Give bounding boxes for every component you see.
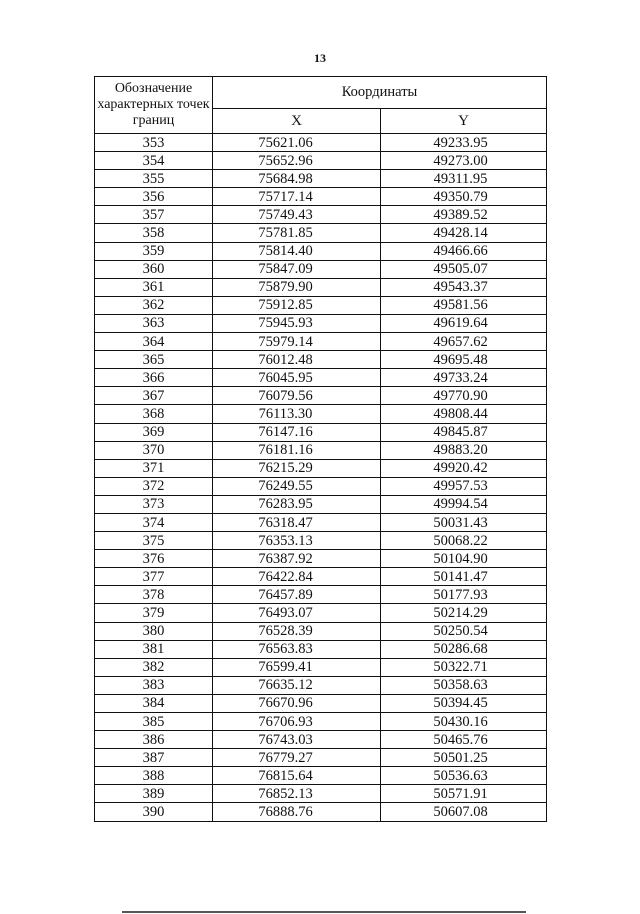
table-row (95, 242, 547, 260)
point-cell: 366 (95, 369, 213, 387)
x-cell: 76079.56 (213, 387, 381, 405)
table-row (95, 351, 547, 369)
x-cell: 75652.96 (213, 152, 381, 170)
x-cell: 76045.95 (213, 369, 381, 387)
point-cell: 368 (95, 405, 213, 423)
table-row (95, 586, 547, 604)
x-cell: 75879.90 (213, 278, 381, 296)
y-cell: 50250.54 (381, 622, 547, 640)
table-row (95, 622, 547, 640)
x-cell: 76422.84 (213, 568, 381, 586)
table-row (95, 658, 547, 676)
y-cell: 50104.90 (381, 550, 547, 568)
point-cell: 378 (95, 586, 213, 604)
point-cell: 370 (95, 441, 213, 459)
y-cell: 49273.00 (381, 152, 547, 170)
y-cell: 49311.95 (381, 170, 547, 188)
table-row (95, 803, 547, 821)
y-cell: 49994.54 (381, 495, 547, 513)
table-row (95, 405, 547, 423)
y-cell: 49543.37 (381, 278, 547, 296)
y-cell: 50322.71 (381, 658, 547, 676)
point-cell: 385 (95, 713, 213, 731)
x-cell: 76457.89 (213, 586, 381, 604)
y-cell: 50571.91 (381, 785, 547, 803)
y-cell: 50286.68 (381, 640, 547, 658)
x-cell: 76599.41 (213, 658, 381, 676)
point-column-header: Обозначение характерных точек границ (95, 77, 213, 134)
point-cell: 374 (95, 513, 213, 531)
point-cell: 376 (95, 550, 213, 568)
y-cell: 49808.44 (381, 405, 547, 423)
x-cell: 75814.40 (213, 242, 381, 260)
table-row (95, 314, 547, 332)
y-cell: 49695.48 (381, 351, 547, 369)
point-cell: 361 (95, 278, 213, 296)
table-row (95, 495, 547, 513)
point-cell: 384 (95, 694, 213, 712)
point-cell: 379 (95, 604, 213, 622)
table-row (95, 170, 547, 188)
y-cell: 49920.42 (381, 459, 547, 477)
y-cell: 50358.63 (381, 676, 547, 694)
y-cell: 49466.66 (381, 242, 547, 260)
y-cell: 49883.20 (381, 441, 547, 459)
table-row (95, 369, 547, 387)
y-cell: 50501.25 (381, 749, 547, 767)
y-cell: 50465.76 (381, 731, 547, 749)
x-cell: 76563.83 (213, 640, 381, 658)
x-cell: 76215.29 (213, 459, 381, 477)
point-cell: 357 (95, 206, 213, 224)
y-cell: 50394.45 (381, 694, 547, 712)
point-cell: 389 (95, 785, 213, 803)
point-cell: 359 (95, 242, 213, 260)
x-cell: 76283.95 (213, 495, 381, 513)
coordinates-table (94, 76, 547, 822)
point-cell: 372 (95, 477, 213, 495)
table-row (95, 513, 547, 531)
x-cell: 76387.92 (213, 550, 381, 568)
point-cell: 383 (95, 676, 213, 694)
x-cell: 76249.55 (213, 477, 381, 495)
scan-edge-line (122, 911, 526, 913)
table-row (95, 640, 547, 658)
y-cell: 49957.53 (381, 477, 547, 495)
y-cell: 50214.29 (381, 604, 547, 622)
x-cell: 75979.14 (213, 333, 381, 351)
point-cell: 373 (95, 495, 213, 513)
y-cell: 49733.24 (381, 369, 547, 387)
table-row (95, 260, 547, 278)
y-cell: 50536.63 (381, 767, 547, 785)
table-row (95, 694, 547, 712)
point-cell: 381 (95, 640, 213, 658)
table-row (95, 152, 547, 170)
point-cell: 356 (95, 188, 213, 206)
x-cell: 76493.07 (213, 604, 381, 622)
table-row (95, 785, 547, 803)
table-row (95, 713, 547, 731)
point-cell: 377 (95, 568, 213, 586)
x-cell: 76635.12 (213, 676, 381, 694)
y-cell: 50141.47 (381, 568, 547, 586)
table-row (95, 333, 547, 351)
table-row (95, 206, 547, 224)
x-cell: 76779.27 (213, 749, 381, 767)
table-row (95, 568, 547, 586)
point-cell: 380 (95, 622, 213, 640)
x-cell: 75717.14 (213, 188, 381, 206)
point-cell: 365 (95, 351, 213, 369)
y-cell: 49845.87 (381, 423, 547, 441)
x-cell: 76706.93 (213, 713, 381, 731)
x-column-header: X (213, 108, 381, 133)
point-cell: 358 (95, 224, 213, 242)
x-cell: 76743.03 (213, 731, 381, 749)
x-cell: 75912.85 (213, 296, 381, 314)
x-cell: 76528.39 (213, 622, 381, 640)
x-cell: 75684.98 (213, 170, 381, 188)
x-cell: 76012.48 (213, 351, 381, 369)
point-cell: 353 (95, 134, 213, 152)
y-cell: 50177.93 (381, 586, 547, 604)
table-row (95, 423, 547, 441)
point-cell: 367 (95, 387, 213, 405)
table-row (95, 459, 547, 477)
point-cell: 375 (95, 532, 213, 550)
table-body (95, 134, 547, 822)
table-row (95, 477, 547, 495)
y-cell: 50607.08 (381, 803, 547, 821)
y-cell: 49428.14 (381, 224, 547, 242)
table-row (95, 278, 547, 296)
page-number: 13 (314, 51, 326, 65)
y-cell: 50068.22 (381, 532, 547, 550)
x-cell: 75847.09 (213, 260, 381, 278)
point-cell: 382 (95, 658, 213, 676)
y-column-header: Y (381, 108, 547, 133)
table-row (95, 749, 547, 767)
point-cell: 355 (95, 170, 213, 188)
x-cell: 76815.64 (213, 767, 381, 785)
y-cell: 50430.16 (381, 713, 547, 731)
point-cell: 386 (95, 731, 213, 749)
y-cell: 49581.56 (381, 296, 547, 314)
x-cell: 76670.96 (213, 694, 381, 712)
y-cell: 49233.95 (381, 134, 547, 152)
y-cell: 49350.79 (381, 188, 547, 206)
x-cell: 76147.16 (213, 423, 381, 441)
table-row (95, 441, 547, 459)
point-cell: 360 (95, 260, 213, 278)
x-cell: 75621.06 (213, 134, 381, 152)
x-cell: 76318.47 (213, 513, 381, 531)
table-row (95, 532, 547, 550)
table-row (95, 387, 547, 405)
x-cell: 76353.13 (213, 532, 381, 550)
y-cell: 49505.07 (381, 260, 547, 278)
table-row (95, 224, 547, 242)
y-cell: 49389.52 (381, 206, 547, 224)
y-cell: 49770.90 (381, 387, 547, 405)
y-cell: 50031.43 (381, 513, 547, 531)
x-cell: 75945.93 (213, 314, 381, 332)
point-cell: 364 (95, 333, 213, 351)
point-cell: 387 (95, 749, 213, 767)
point-cell: 390 (95, 803, 213, 821)
x-cell: 76888.76 (213, 803, 381, 821)
table-row (95, 604, 547, 622)
x-cell: 76113.30 (213, 405, 381, 423)
point-cell: 363 (95, 314, 213, 332)
table-header (95, 77, 547, 134)
point-cell: 388 (95, 767, 213, 785)
y-cell: 49657.62 (381, 333, 547, 351)
table-row (95, 550, 547, 568)
point-cell: 371 (95, 459, 213, 477)
table-row (95, 676, 547, 694)
x-cell: 75781.85 (213, 224, 381, 242)
point-cell: 362 (95, 296, 213, 314)
y-cell: 49619.64 (381, 314, 547, 332)
coordinates-header: Координаты (213, 77, 547, 109)
table-row (95, 296, 547, 314)
point-cell: 354 (95, 152, 213, 170)
table-row (95, 134, 547, 152)
x-cell: 75749.43 (213, 206, 381, 224)
x-cell: 76852.13 (213, 785, 381, 803)
table-row (95, 188, 547, 206)
table-row (95, 767, 547, 785)
x-cell: 76181.16 (213, 441, 381, 459)
table-row (95, 731, 547, 749)
point-cell: 369 (95, 423, 213, 441)
